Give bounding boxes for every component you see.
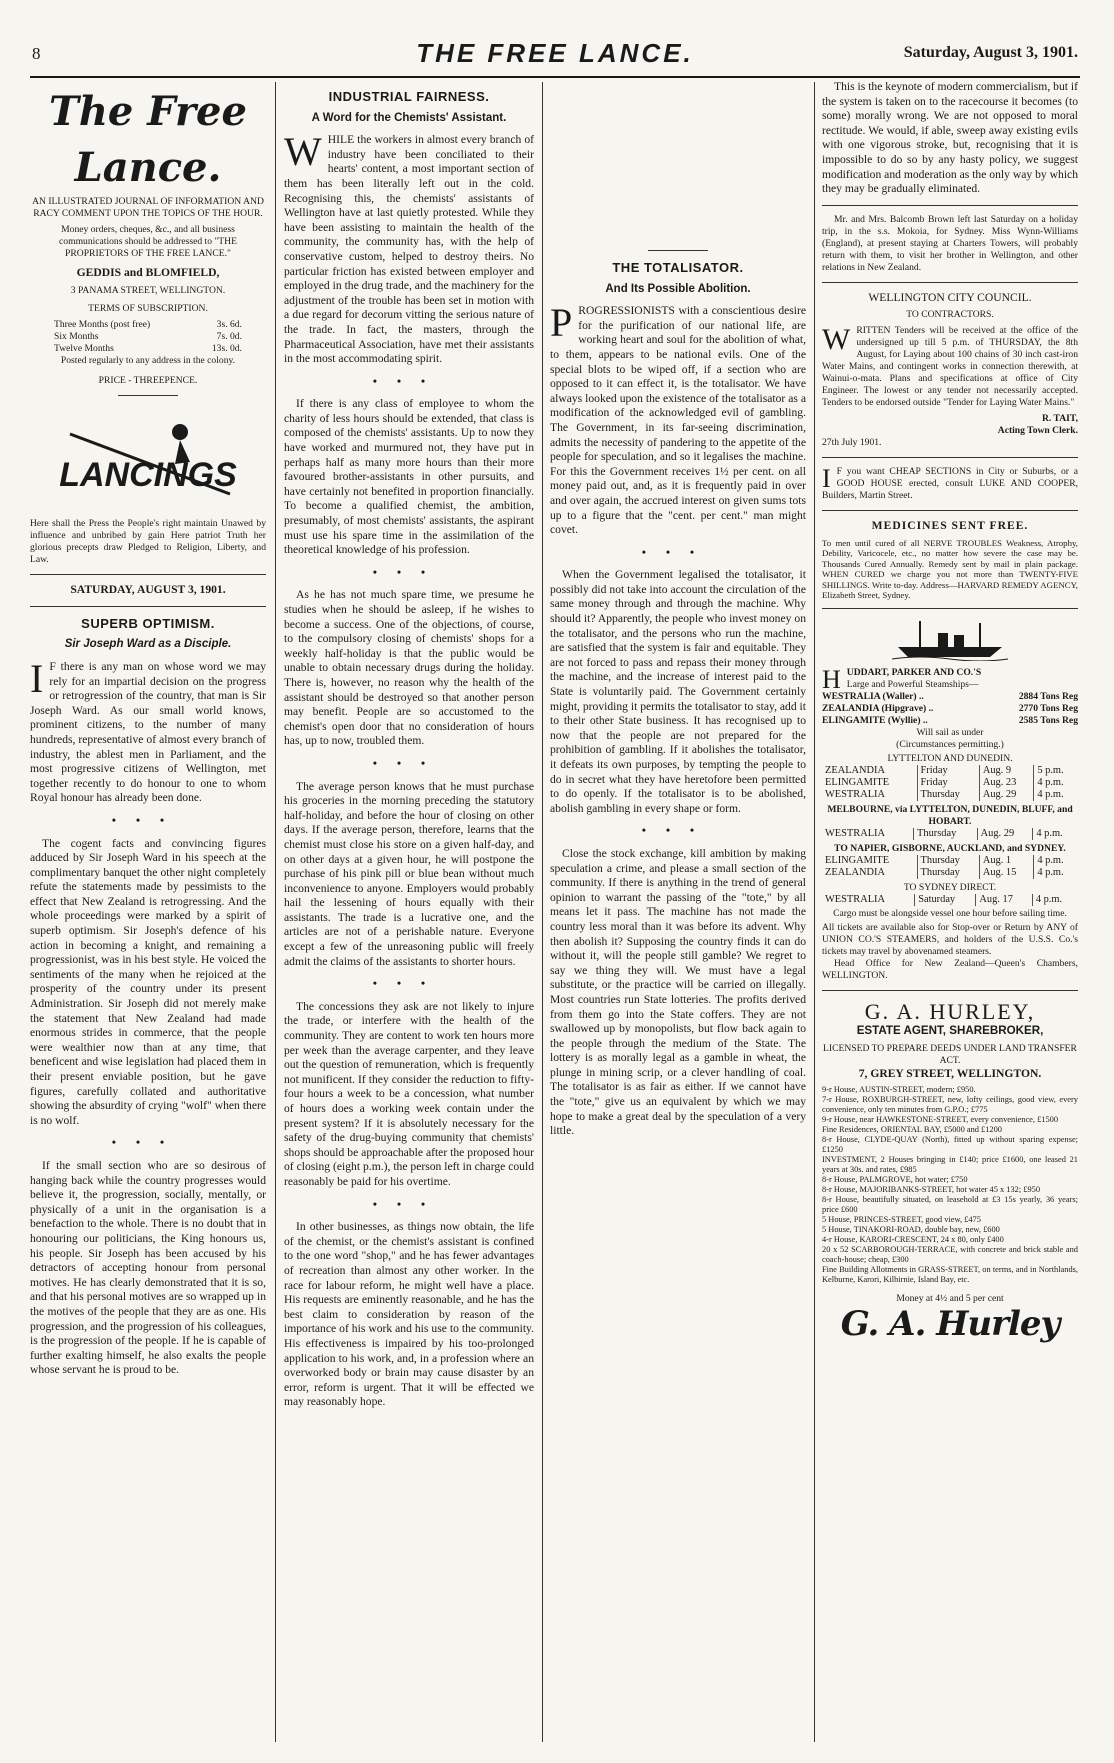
terms-table <box>30 319 266 355</box>
table-row: WESTRALIA Thursday Aug. 29 4 p.m. <box>822 789 1078 801</box>
column-1 <box>30 80 266 1745</box>
section-stars: ••• <box>372 756 446 770</box>
terms-heading: TERMS OF SUBSCRIPTION. <box>88 302 208 314</box>
sailing-table <box>822 855 1078 879</box>
column-3 <box>550 80 806 1745</box>
section-stars: ••• <box>372 565 446 579</box>
section-stars: ••• <box>111 813 185 827</box>
table-row: WESTRALIA Thursday Aug. 29 4 p.m. <box>822 828 1078 840</box>
lancings-logo: LANCINGS <box>59 455 237 494</box>
article-title: INDUSTRIAL FAIRNESS. <box>328 89 490 104</box>
article-title: SUPERB OPTIMISM. <box>81 615 215 631</box>
property-listings <box>822 1085 1078 1285</box>
hurley-address: 7, GREY STREET, WELLINGTON. <box>858 1066 1042 1080</box>
drop-cap: H <box>822 665 841 695</box>
list-item: 5 House, TINAKORI-ROAD, double bay, new, £600 <box>822 1225 1000 1235</box>
list-item: 8-r House, PALMGROVE, hot water; £750 <box>822 1175 968 1185</box>
sailing-table <box>822 828 1078 840</box>
masthead-logo: The Free Lance. <box>49 88 247 191</box>
route-heading: LYTTELTON AND DUNEDIN. <box>887 753 1013 765</box>
motto: Here shall the Press the People's right maintain Unawed by influence and unbribed by gain Here patriot Truth her glorious precepts draw Pledged to Religion, Liberty, and Law. <box>30 518 266 566</box>
article-paragraph: WHILE the workers in almost every branch of industry have been conciliated to their hearts' content, a most important section of them has been literally left out in the cold. Recognising this, the chemists' assistants of Wellington have at last quietly protested. While they have been assisting to maintain the health of the community, the community has, with the help of conservative custom, helped to destroy theirs. No particular friction has existed between employer and employed in the drug trade, and the machinery for the adjustment of the trouble has been set in motion with a due regard for decorum vitting the serious nature of the trade. In fact, the masters, through the Pharmaceutical Association, have met their assistants in the most accommodating spirit. <box>284 129 534 366</box>
article-title: THE TOTALISATOR. <box>612 260 744 275</box>
page-number: 8 <box>32 44 41 63</box>
list-item: 9-r House, near HAWKESTONE-STREET, every convenience, £1500 <box>822 1115 1059 1125</box>
route-heading: MELBOURNE, via LYTTELTON, DUNEDIN, BLUFF, and HOBART. <box>827 804 1073 828</box>
sailing-table <box>822 765 1078 801</box>
terms-price: 7s. 0d. <box>216 330 242 342</box>
divider <box>822 990 1078 991</box>
list-item: 8-r House, CLYDE-QUAY (North), fitted up without sparing expense; £1250 <box>822 1135 1078 1155</box>
column-rule <box>542 82 543 1742</box>
hurley-name: G. A. HURLEY, <box>864 999 1036 1025</box>
terms-price: 13s. 0d. <box>211 342 242 354</box>
article-paragraph: Close the stock exchange, kill ambition by making speculation a crime, and please a small section of the community. If there is anything in the trend of general opinion to warrant the passing of the "tote," by all means let it pass. The machine has not made the country less moral than it was before its advent. Why then abolish it? Supposing the country finds it can do without it, will the people still gamble? We regret to say we thing they will. We must have a legal substitute, or the practice will be carried on illegally. Most countries run State lotteries. The profits derived from them go into the State coffers. They are not swallowed up by monopolists, but flow back again to the people through the medium of the State. The lottery is as morally legal as a gamble in wheat, the plunge in mining scrip, or a clever handling of coal. The totalisator is as fair as either. If we cannot have the "tote," give us an equivalent by which we may hope to make a great deal by the speculation of a very little. <box>550 846 806 1138</box>
header-date: Saturday, August 3, 1901. <box>903 44 1078 61</box>
article-paragraph: If the small section who are so desirous of hanging back while the country progresses would believe it, the progression, socially, mentally, or physically of a unit in the organisation is a benefaction to the whole. There is no doubt that in honouring our politicians, the King honours us, his people. Sir Joseph has been accused by his detractors of accepting honour from personal motives. He has clearly demonstrated that it is so, and that his personal motives are so wrapped up in the motives of the people that they are as one. His progression, and the progression of his colleagues, is the progression of the people. If he is capable of further exalting himself, he also exalts the people whose servant he is proud to be. <box>30 1158 266 1377</box>
list-item: INVESTMENT, 2 Houses bringing in £140; price £1600, one leased 21 years at 30s. and rates, £985 <box>822 1155 1078 1175</box>
article-subtitle: Sir Joseph Ward as a Disciple. <box>64 638 232 651</box>
section-stars: ••• <box>111 1136 185 1150</box>
drop-cap: P <box>550 300 573 346</box>
council-signer-title: Acting Town Clerk. <box>997 425 1078 437</box>
fleet-tons: 2770 Tons Reg <box>1018 703 1078 715</box>
hurley-licence: LICENSED TO PREPARE DEEDS UNDER LAND TRANSFER ACT. <box>823 1042 1077 1066</box>
section-stars: ••• <box>641 545 715 559</box>
column-4 <box>822 80 1078 1745</box>
masthead-description: AN ILLUSTRATED JOURNAL OF INFORMATION AND RACY COMMENT UPON THE TOPICS OF THE HOUR. <box>32 196 264 219</box>
article-paragraph: I F there is any man on whose word we may rely for an impartial decision on the progress or retrogression of the country, that man is Sir Joseph Ward. As our small world knows, prominent citizens, to the number of many hundreds, representative of almost every branch of industry, the ablest men in Parliament, and the most progressive citizens of Wellington, met together recently to do honour to one to whom Royal honour has already been done. <box>30 655 266 805</box>
price: PRICE - THREEPENCE. <box>98 374 198 386</box>
medicines-heading: MEDICINES SENT FREE. <box>871 519 1029 533</box>
council-signer: R. TAIT, <box>1042 413 1078 425</box>
hurley-signature: G. A. Hurley <box>840 1304 1060 1345</box>
social-note: Mr. and Mrs. Balcomb Brown left last Saturday on a holiday trip, in the s.s. Mokoia, for Sydney. Miss Wynn-Williams (England), at present staying at Charters Towers, will probably return with them, to visit her brother in Wellington, and other relations in New Zealand. <box>822 213 1078 273</box>
steamship-illustration <box>890 617 1010 661</box>
section-stars: ••• <box>372 374 446 388</box>
huddart-subheading: Large and Powerful Steamships— <box>846 679 979 691</box>
list-item: 5 House, PRINCES-STREET, good view, £475 <box>822 1215 981 1225</box>
table-row: ZEALANDIA Thursday Aug. 15 4 p.m. <box>822 867 1078 879</box>
head-office: Head Office for New Zealand—Queen's Chambers, WELLINGTON. <box>822 958 1078 982</box>
column-rule <box>275 82 276 1742</box>
money-note: Money at 4½ and 5 per cent <box>896 1293 1004 1305</box>
terms-price: 3s. 6d. <box>216 318 242 330</box>
article-subtitle: A Word for the Chemists' Assistant. <box>311 111 507 124</box>
huddart-heading: UDDART, PARKER AND CO.'S <box>846 667 982 679</box>
article-paragraph: The concessions they ask are not likely to injure the trade, or interfere with the health of the community. They are content to work ten hours more per week than the average carpenter, and they leave out the question of remuneration, which is frequently not munificent. If they consider the reduction to fifty-four hours a week to be a concession, what number of hours does a working week contain under the present system? If it is absolutely necessary for the safety of the drug-buying community that chemists' shops should be approachable after the proposed hour of closing (eight p.m.), the person left in charge could reasonably be paid for his overtime. <box>284 999 534 1188</box>
terms-period: Twelve Months <box>54 342 114 354</box>
article-subtitle: And Its Possible Abolition. <box>605 282 751 295</box>
council-notice: WRITTEN Tenders will be received at the office of the undersigned up till 5 p.m. of THURSDAY, the 8th August, for Laying about 100 chains of 30 inch cast-iron Water Mains, and contingent works in connection therewith, at Wainui-o-mata. Plans and specifications at office of City Engineer. The lowest or any tender not necessarily accepted. Tenders to be endorsed outside "Tender for Laying Water Mains." <box>822 323 1078 409</box>
payment-note: Money orders, cheques, &c., and all business communications should be addressed to "THE PROPRIETORS OF THE FREE LANCE." <box>59 224 237 259</box>
publisher: GEDDIS and BLOMFIELD, <box>76 266 220 279</box>
fleet-ship: ZEALANDIA (Hipgrave) .. <box>822 703 934 715</box>
list-item: 9-r House, AUSTIN-STREET, modern; £950. <box>822 1085 976 1095</box>
article-paragraph: If there is any class of employee to whom the charity of less hours should be extended, that class is composed of the chemists' assistants. Up to now they have worked and murmured not, they have put in perhaps half as many more hours than their more favoured brother-assistants in other pursuits, and have certainly not benefited in proportion financially. To become a qualified chemist, the ambition, presumably, of most chemists' assistants, the aspirant must use his spare time in the assimilation of the theoretical knowledge of his profession. <box>284 397 534 557</box>
divider <box>822 457 1078 458</box>
list-item: 4-r House, KARORI-CRESCENT, 24 x 80, only £400 <box>822 1235 1004 1245</box>
luke-cooper-ad: I F you want CHEAP SECTIONS in City or Suburbs, or a GOOD HOUSE erected, consult LUKE AND COOPER, Builders, Martin Street. <box>822 464 1078 502</box>
terms-period: Six Months <box>54 330 99 342</box>
article-paragraph: As he has not much spare time, we presume he studies when he should be asleep, if he wishes to become a success. One of the objections, of course, to the compulsory closing of chemists' shops for a weekly half-holiday is that the public would be unable to obtain necessary drugs during the holiday. There is, however, no reason why the health of the assistant should be destroyed so that another person may benefit. People are so accustomed to the chemist's open door that no consideration of hours has, up to now, troubled them. <box>284 588 534 748</box>
publisher-address: 3 PANAMA STREET, WELLINGTON. <box>70 284 226 296</box>
article-paragraph: In other businesses, as things now obtain, the life of the chemist, or the chemist's assistant is confined to the one word "shop," and he has fewer advantages of recreation than almost any other worker. In the race for labour reform, he might well have a place. His requests are eminently reasonable, and he has the best claim to consideration by reason of the importance of his work and his use to the community. His effectiveness is impaired by his too-prolonged application to his work, and, in a profession where an overworked body or brain may cause disaster by an error, reform is urgent. That it will be effected we may reasonably hope. <box>284 1220 534 1409</box>
article-paragraph: PROGRESSIONISTS with a conscientious desire for the purification of our national life, are working heart and soul for the abolition of what, to them, appears to be national evils. One of the special blots to be wiped off, if a section who are opposed to it can effect it, is the totalisator. We have always looked upon the existence of the totalisator as a modification of the acknowledged evil of gambling. The Government, in its far-seeing discrimination, admits the necessity of pandering to the appetite of the people for speculation, and so it legalises the machine. For this the Government receives 1½ per cent. on all money paid out, and, as it is frequently paid in over and over again, the accrued interest on given sums tots up to a figure that the "cent. per cent." man might covet. <box>550 300 806 537</box>
section-stars: ••• <box>372 1197 446 1211</box>
sail-note: Will sail as under <box>916 727 984 739</box>
divider <box>822 282 1078 283</box>
table-row: ZEALANDIA Friday Aug. 9 5 p.m. <box>822 765 1078 777</box>
column-rule <box>814 82 815 1742</box>
table-row: ELINGAMITE Thursday Aug. 1 4 p.m. <box>822 855 1078 867</box>
drop-cap: W <box>284 129 322 175</box>
tickets-note: All tickets are available also for Stop-over or Return by ANY of UNION CO.'S STEAMERS, and holders of the U.S.S. Co.'s tickets may travel by abovenamed steamers. <box>822 922 1078 958</box>
list-item: 8-r House, beautifully situated, on leasehold at £3 15s yearly, 36 years; price £600 <box>822 1195 1078 1215</box>
council-date: 27th July 1901. <box>822 437 882 449</box>
section-stars: ••• <box>372 977 446 991</box>
hurley-title: ESTATE AGENT, SHAREBROKER, <box>856 1023 1044 1037</box>
newspaper-title: THE FREE LANCE. <box>416 38 694 68</box>
huddart-parker-ad <box>822 667 1078 982</box>
page-header <box>30 36 1080 78</box>
divider <box>30 606 266 607</box>
divider <box>30 574 266 575</box>
article-paragraph: This is the keynote of modern commercialism, but if the system is taken on to the racecourse it becomes (to some) morally wrong. We are not opposed to moral rectitude. We would, if able, sweep away existing evils with one vigorous stroke, but, recognising that it is impossible to do so by any hasty policy, we suggest modification and moderation as the only way by which they may be gradually eliminated. <box>822 80 1078 196</box>
route-heading: TO NAPIER, GISBORNE, AUCKLAND, and SYDNEY. <box>834 843 1066 855</box>
table-row: WESTRALIA Saturday Aug. 17 4 p.m. <box>822 894 1078 906</box>
sailing-table <box>822 894 1078 906</box>
divider <box>822 608 1078 609</box>
divider <box>822 510 1078 511</box>
medicines-ad: To men until cured of all NERVE TROUBLES Weakness, Atrophy, Debility, Varicocele, etc., no matter how severe the case may be. Thousands Cured Annually. Remedy sent by mail in plain package. WHEN CURED we charge you not more than TWENTY-FIVE SHILLINGS. Write to-day. Address—HARVARD REMEDY AGENCY, Elizabeth Street, Sydney. <box>822 537 1078 600</box>
section-stars: ••• <box>641 824 715 838</box>
divider <box>118 395 178 396</box>
column-2 <box>284 80 534 1745</box>
circumstances-note: (Circumstances permitting.) <box>896 739 1004 751</box>
council-title: WELLINGTON CITY COUNCIL. <box>868 290 1032 304</box>
issue-date: SATURDAY, AUGUST 3, 1901. <box>70 583 226 597</box>
drop-cap: I <box>30 655 44 701</box>
divider <box>648 250 708 251</box>
cargo-note: Cargo must be alongside vessel one hour before sailing time. <box>833 908 1067 920</box>
fleet-tons: 2884 Tons Reg <box>1018 691 1078 703</box>
divider <box>822 205 1078 206</box>
posted-note: Posted regularly to any address in the colony. <box>60 354 236 366</box>
fleet-ship: ELINGAMITE (Wyllie) .. <box>822 715 928 727</box>
list-item: 7-r House, ROXBURGH-STREET, new, lofty ceilings, good view, every convenience, only ten minutes from G.P.O.; £775 <box>822 1095 1078 1115</box>
council-subtitle: TO CONTRACTORS. <box>906 309 994 321</box>
list-item: 20 x 52 SCARBOROUGH-TERRACE, with concrete and brick stable and coach-house; cheap, £300 <box>822 1245 1078 1265</box>
fleet-tons: 2585 Tons Reg <box>1018 715 1078 727</box>
table-row: ELINGAMITE Friday Aug. 23 4 p.m. <box>822 777 1078 789</box>
terms-period: Three Months (post free) <box>54 318 151 330</box>
article-paragraph: When the Government legalised the totalisator, it possibly did not take into account the circulation of the same money through and through the machine. Why should it? Apparently, the people who invest money on the totalisator, and the persons who run the machine, are satisfied that the system is fair and equitable. They are not forced to pass and repass their money through the machine, and the increase of interest paid to the State is voluntarily paid. The Government certainly might, providing it permits the totalisator to stay, add it to their other State business. It has recognised up to now that the people are not prepared for the prohibition of gambling. If it abolishes the totalisator, it defeats its own purposes, by tempting the people to do in secret what they have heretofore been permitted to do openly. If the totalisator is to be abolished, abolish gambling in every shape or form. <box>550 568 806 815</box>
drop-cap: I <box>822 464 831 494</box>
lancings-illustration <box>30 404 266 514</box>
list-item: Fine Building Allotments in GRASS-STREET, on terms, and in Northlands, Kelburne, Karori, Kilbirnie, Island Bay, etc. <box>822 1265 1078 1285</box>
article-paragraph: The cogent facts and convincing figures adduced by Sir Joseph Ward in his speech at the complimentary banquet the other night completely refute the statements made by pessimists to the effect that New Zealand is retrogressing. And the whole proceedings were marked by a spirit of superb optimism. Sir Joseph's defence of his action in becoming a knight, and remaining a progressionist, was in his best style. He voiced the sentiments of the many when he rejoiced at the prosperity of the country under its present Administration. Sir Joseph did not merely make the statement that New Zealand had made enormous strides in commerce, that the people were wealthier now than at any time, that beneficent and wise legislation had placed them in their present enviable position, but he gave figures, carefully collated and authoritative showing the absurdity of crying "wolf" when there is no wolf. <box>30 836 266 1127</box>
list-item: 8-r House, MAJORIBANKS-STREET, hot water 45 x 132; £950 <box>822 1185 1041 1195</box>
list-item: Fine Residences, ORIENTAL BAY, £5000 and £1200 <box>822 1125 1002 1135</box>
drop-cap: W <box>822 323 851 357</box>
article-paragraph: The average person knows that he must purchase his groceries in the morning preceding the statutory half-holiday, and before the hour of closing on other days. If the average person, therefore, learns that the chemist must close his store on a given half-day, and on other days at a given hour, he will postpone the purchase of his pink pill or blue bean without much inconvenience to anyone. Employers would probably hail the lessening of hours equally with their assistants. The trade is a lucrative one, and the articles are not of a perishable nature. Everyone except a few of the unreasoning public will freely admit the claims of the assistants to shorter hours. <box>284 779 534 968</box>
fleet-ship: WESTRALIA (Waller) .. <box>822 691 924 703</box>
route-heading: TO SYDNEY DIRECT. <box>903 882 997 894</box>
